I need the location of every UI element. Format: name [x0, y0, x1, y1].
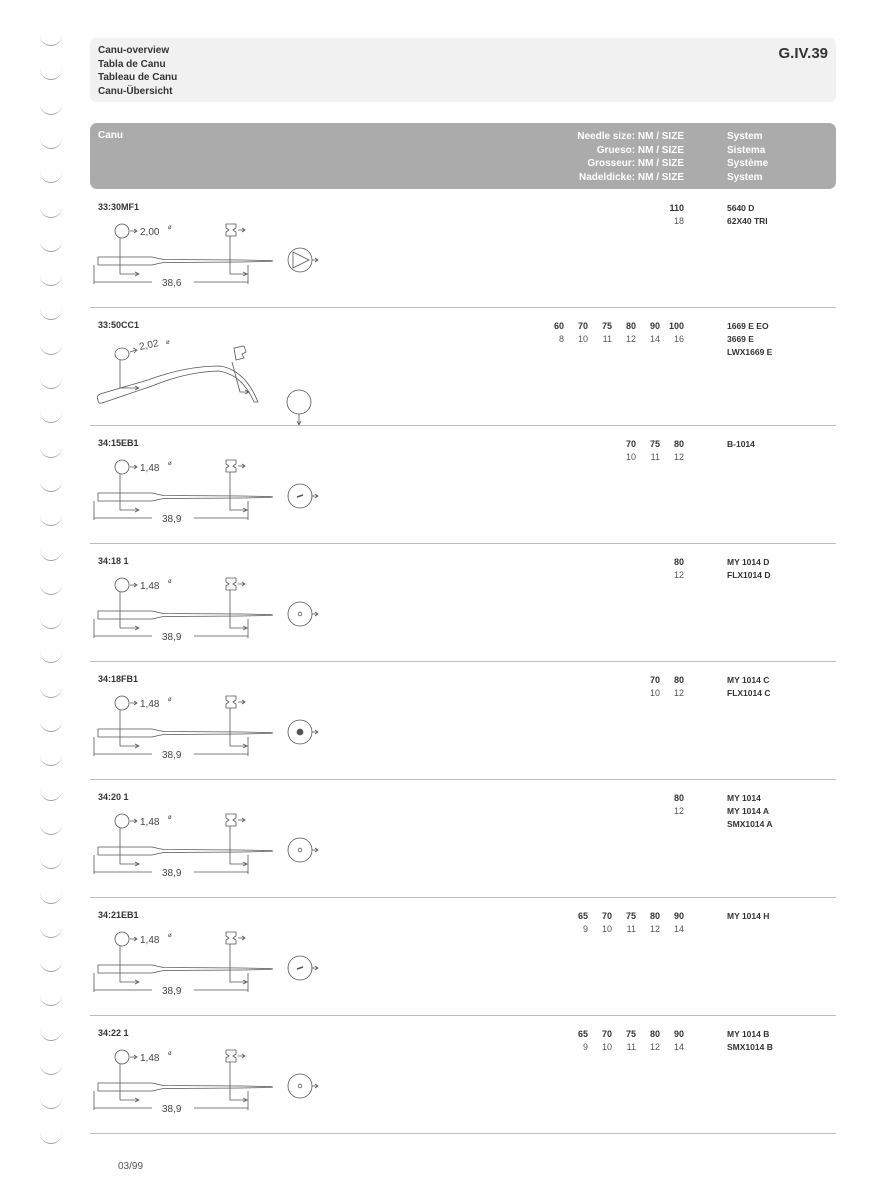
binder-hole	[40, 206, 62, 218]
size-us: 12	[649, 924, 660, 934]
system-code: FLX1014 D	[727, 570, 771, 580]
size-nm: 80	[649, 1029, 660, 1039]
shank-diameter-label: 1,48	[140, 699, 160, 710]
table-row	[90, 308, 836, 426]
canu-name: 34:18 1	[98, 556, 129, 566]
needle-sizes	[660, 792, 684, 818]
size-us: 12	[673, 570, 684, 580]
cross-section-icon	[282, 828, 328, 872]
system-code: MY 1014 D	[727, 557, 770, 567]
binder-hole	[40, 892, 62, 904]
eye-symbol-icon	[226, 1050, 236, 1062]
binder-hole	[40, 617, 62, 629]
table-header	[90, 123, 836, 189]
arrow-icon	[130, 583, 137, 587]
cross-section-icon	[282, 710, 328, 754]
needle-outline	[98, 257, 273, 265]
size-us: 12	[625, 334, 636, 344]
size-us: 14	[673, 1042, 684, 1052]
binder-hole	[40, 446, 62, 458]
size-us: 11	[650, 452, 660, 462]
systems	[727, 556, 770, 582]
section-dot	[298, 848, 302, 852]
needle-drawing	[94, 932, 273, 992]
arrow-icon	[120, 849, 139, 866]
cross-section-icon	[280, 386, 326, 430]
footer-date: 03/99	[118, 1161, 144, 1172]
size-us: 11	[626, 1042, 636, 1052]
binder-hole	[40, 994, 62, 1006]
shank-diameter-circle	[115, 1050, 129, 1064]
system-code: MY 1014 B	[727, 1029, 770, 1039]
arrow-icon	[130, 1055, 137, 1059]
diameter-unit-icon: ø	[168, 461, 172, 467]
shank-diameter-circle	[115, 814, 129, 828]
arrow-icon	[238, 936, 245, 940]
binder-hole	[40, 1097, 62, 1109]
table-row	[90, 190, 836, 308]
arrow-icon	[130, 701, 137, 705]
eye-symbol-icon	[226, 814, 236, 826]
diameter-unit-icon: ø	[168, 697, 172, 703]
page-code: G.IV.39	[778, 45, 828, 62]
arrow-icon	[230, 849, 247, 866]
system-code: 3669 E	[727, 334, 754, 344]
shank-diameter-circle	[115, 460, 129, 474]
system-code: B-1014	[727, 439, 755, 449]
needle-length-label: 38,9	[162, 1104, 182, 1115]
needle-outline	[98, 965, 273, 973]
needle-sizes	[660, 202, 684, 228]
binder-hole	[40, 240, 62, 252]
arrow-icon	[238, 700, 245, 704]
diameter-unit-icon: ø	[168, 225, 172, 231]
size-nm: 80	[649, 911, 660, 921]
diameter-unit-icon: ø	[168, 933, 172, 939]
system-code: 1669 E EO	[727, 321, 769, 331]
size-nm: 90	[649, 321, 660, 331]
size-nm: 70	[577, 321, 588, 331]
section-dot	[297, 729, 303, 735]
needle-length-label: 38,9	[162, 750, 182, 761]
title-line-de: Canu-Übersicht	[98, 85, 173, 97]
canu-name: 34:22 1	[98, 1028, 129, 1038]
needle-outline	[98, 611, 273, 619]
size-us: 10	[601, 924, 612, 934]
needle-sizes	[564, 1028, 684, 1054]
canu-name: 34:21EB1	[98, 910, 139, 920]
arrow-icon	[312, 612, 318, 616]
arrow-icon	[238, 818, 245, 822]
table-row	[90, 662, 836, 780]
arrow-icon	[312, 1084, 318, 1088]
round-point-section-icon	[288, 838, 318, 862]
needle-sizes	[564, 910, 684, 936]
document-title	[98, 44, 177, 98]
size-nm: 75	[649, 439, 660, 449]
arrow-icon	[120, 613, 139, 630]
system-code: SMX1014 A	[727, 819, 773, 829]
binder-hole	[40, 343, 62, 355]
system-code: 5640 D	[727, 203, 755, 213]
eye-symbol-icon	[234, 346, 246, 360]
system-code: FLX1014 C	[727, 688, 771, 698]
size-us: 9	[582, 1042, 588, 1052]
size-us: 11	[626, 924, 636, 934]
size-us: 9	[582, 924, 588, 934]
binder-hole	[40, 823, 62, 835]
table-row	[90, 898, 836, 1016]
ball-point-section-icon	[288, 720, 318, 744]
eye-symbol-icon	[226, 460, 236, 472]
arrow-icon	[312, 258, 318, 262]
binder-hole	[40, 789, 62, 801]
needle-drawing	[94, 460, 273, 520]
arrow-icon	[130, 465, 137, 469]
canu-name: 33:30MF1	[98, 202, 140, 212]
diameter-unit-icon: ø	[166, 340, 170, 346]
size-us: 10	[601, 1042, 612, 1052]
size-us: 8	[558, 334, 564, 344]
eye-symbol-icon	[226, 696, 236, 708]
header-system-en: System	[727, 131, 763, 142]
round-point-section-icon	[288, 1074, 318, 1098]
header-system	[727, 130, 768, 184]
eye-symbol-icon	[226, 578, 236, 590]
arrow-icon	[312, 494, 318, 498]
size-us: 12	[673, 806, 684, 816]
arrow-icon	[120, 731, 139, 748]
system-code: MY 1014 A	[727, 806, 770, 816]
size-nm: 65	[577, 911, 588, 921]
shank-diameter-circle	[115, 578, 129, 592]
size-nm: 65	[577, 1029, 588, 1039]
binder-hole	[40, 651, 62, 663]
table-row	[90, 544, 836, 662]
diameter-unit-icon: ø	[168, 579, 172, 585]
needle-outline	[97, 366, 258, 403]
systems	[727, 202, 768, 228]
size-nm: 90	[673, 1029, 684, 1039]
size-us: 12	[673, 688, 684, 698]
arrow-icon	[238, 1054, 245, 1058]
shank-diameter-label: 2,02	[138, 338, 160, 353]
size-us: 10	[577, 334, 588, 344]
header-size-de: Nadeldicke: NM / SIZE	[578, 171, 684, 183]
arrow-icon	[130, 348, 137, 353]
systems	[727, 320, 772, 359]
needle-drawing	[97, 346, 258, 403]
size-nm: 75	[625, 1029, 636, 1039]
binder-hole	[40, 1029, 62, 1041]
size-nm: 80	[673, 439, 684, 449]
title-box	[90, 38, 836, 102]
needle-length-label: 38,9	[162, 632, 182, 643]
arrow-icon	[297, 414, 301, 425]
size-nm: 80	[673, 793, 684, 803]
size-us: 10	[649, 688, 660, 698]
round-point-section-icon	[288, 602, 318, 626]
cross-section-icon	[282, 592, 328, 636]
arrow-icon	[120, 495, 139, 512]
arrow-icon	[312, 966, 318, 970]
size-nm: 90	[673, 911, 684, 921]
needle-length-label: 38,9	[162, 986, 182, 997]
size-us: 14	[673, 924, 684, 934]
table-row	[90, 780, 836, 898]
system-code: 62X40 TRI	[727, 216, 768, 226]
size-nm: 80	[673, 675, 684, 685]
size-nm: 100	[668, 321, 684, 331]
header-system-de: System	[727, 171, 763, 183]
arrow-icon	[312, 848, 318, 852]
system-code: LWX1669 E	[727, 347, 773, 357]
arrow-icon	[130, 937, 137, 941]
round-section-icon	[287, 390, 311, 425]
section-circle	[288, 602, 312, 626]
system-code: MY 1014 H	[727, 911, 770, 921]
needle-drawing	[94, 578, 273, 638]
shank-diameter-circle	[115, 932, 129, 946]
table-row	[90, 426, 836, 544]
diameter-unit-icon: ø	[168, 815, 172, 821]
binder-hole	[40, 137, 62, 149]
eye-symbol-icon	[226, 224, 236, 236]
size-nm: 60	[553, 321, 564, 331]
section-cut	[297, 967, 303, 969]
systems	[727, 910, 769, 923]
needle-length-label: 38,9	[162, 514, 182, 525]
needle-outline	[98, 847, 273, 855]
system-code: SMX1014 B	[727, 1042, 773, 1052]
arrow-icon	[238, 464, 245, 468]
diameter-unit-icon: ø	[168, 1051, 172, 1057]
header-size-en: Needle size: NM / SIZE	[577, 131, 684, 142]
size-nm: 70	[601, 911, 612, 921]
size-us: 14	[649, 334, 660, 344]
size-us: 10	[625, 452, 636, 462]
arrow-icon	[312, 730, 318, 734]
needle-drawing	[94, 814, 273, 874]
title-line-es: Tabla de Canu	[98, 58, 166, 70]
arrow-icon	[120, 259, 139, 276]
canu-name: 34:15EB1	[98, 438, 139, 448]
section-circle	[287, 390, 311, 414]
arrow-icon	[120, 967, 139, 984]
needle-length-label: 38,6	[162, 278, 182, 289]
section-circle	[288, 1074, 312, 1098]
size-us: 12	[673, 452, 684, 462]
twisted-point-section-icon	[288, 956, 318, 980]
arrow-icon	[238, 582, 245, 586]
size-us: 16	[673, 334, 684, 344]
systems	[727, 1028, 773, 1054]
size-nm: 110	[669, 203, 684, 213]
needle-outline	[98, 1083, 273, 1091]
binder-hole	[40, 480, 62, 492]
binder-hole	[40, 720, 62, 732]
size-us: 18	[673, 216, 684, 226]
cross-section-icon	[282, 946, 328, 990]
size-nm: 80	[625, 321, 636, 331]
size-nm: 80	[673, 557, 684, 567]
arrow-icon	[230, 259, 247, 276]
binder-hole	[40, 411, 62, 423]
binder-hole	[40, 960, 62, 972]
size-nm: 70	[601, 1029, 612, 1039]
section-cut	[297, 495, 303, 497]
arrow-icon	[238, 228, 245, 232]
needle-outline	[98, 493, 273, 501]
system-code: MY 1014 C	[727, 675, 770, 685]
eye-symbol-icon	[226, 932, 236, 944]
canu-name: 34:20 1	[98, 792, 129, 802]
arrow-icon	[230, 967, 247, 984]
binder-hole	[40, 857, 62, 869]
binder-hole	[40, 377, 62, 389]
canu-name: 34:18FB1	[98, 674, 139, 684]
arrow-icon	[230, 1085, 247, 1102]
header-system-fr: Système	[727, 158, 769, 169]
section-dot	[298, 612, 302, 616]
shank-diameter-circle	[115, 348, 129, 360]
needle-sizes	[660, 556, 684, 582]
title-line-fr: Tableau de Canu	[98, 72, 178, 83]
shank-diameter-label: 1,48	[140, 1053, 160, 1064]
table-row	[90, 1016, 836, 1134]
needle-length-label: 38,9	[162, 868, 182, 879]
shank-diameter-label: 1,48	[140, 463, 160, 474]
needle-outline	[98, 729, 273, 737]
size-nm: 75	[601, 321, 612, 331]
binder-hole	[40, 308, 62, 320]
size-nm: 75	[625, 911, 636, 921]
triangle-section-icon	[288, 248, 318, 272]
section-dot	[298, 1084, 302, 1088]
shank-diameter-label: 1,48	[140, 581, 160, 592]
needle-drawing	[94, 1050, 273, 1110]
arrow-icon	[120, 1085, 139, 1102]
binder-hole	[40, 103, 62, 115]
shank-diameter-circle	[115, 224, 129, 238]
binder-hole	[40, 754, 62, 766]
size-us: 12	[649, 1042, 660, 1052]
shank-diameter-label: 1,48	[140, 935, 160, 946]
size-us: 11	[602, 334, 612, 344]
size-nm: 70	[649, 675, 660, 685]
arrow-icon	[130, 819, 137, 823]
canu-name: 33:50CC1	[98, 320, 140, 330]
needle-sizes	[612, 438, 684, 464]
size-nm: 70	[625, 439, 636, 449]
shank-diameter-label: 2,00	[140, 227, 160, 238]
section-circle	[288, 838, 312, 862]
system-code: MY 1014	[727, 793, 761, 803]
systems	[727, 792, 773, 831]
binder-hole	[40, 583, 62, 595]
binder-hole	[40, 1063, 62, 1075]
binder-hole	[40, 926, 62, 938]
twisted-point-section-icon	[288, 484, 318, 508]
title-line-en: Canu-overview	[98, 45, 170, 56]
binder-hole	[40, 1132, 62, 1144]
arrow-icon	[230, 731, 247, 748]
cross-section-icon	[282, 238, 328, 282]
binder-hole	[40, 686, 62, 698]
binder-holes	[0, 0, 70, 1200]
arrow-icon	[230, 495, 247, 512]
header-size-es: Grueso: NM / SIZE	[596, 144, 684, 156]
needle-drawing	[94, 696, 273, 756]
systems	[727, 674, 770, 700]
header-system-es: Sistema	[727, 144, 766, 156]
binder-hole	[40, 274, 62, 286]
binder-hole	[40, 171, 62, 183]
systems	[727, 438, 755, 451]
needle-sizes	[540, 320, 684, 346]
arrow-icon	[130, 229, 137, 233]
arrow-icon	[232, 362, 249, 394]
binder-hole	[40, 34, 62, 46]
cross-section-icon	[282, 1064, 328, 1108]
header-canu: Canu	[98, 130, 123, 141]
header-size-fr: Grosseur: NM / SIZE	[587, 158, 684, 169]
binder-hole	[40, 514, 62, 526]
arrow-icon	[230, 613, 247, 630]
needle-sizes	[636, 674, 684, 700]
binder-hole	[40, 549, 62, 561]
header-needle-size	[577, 130, 684, 184]
needle-drawing	[94, 224, 273, 284]
shank-diameter-label: 1,48	[140, 817, 160, 828]
section-triangle	[293, 252, 309, 268]
shank-diameter-circle	[115, 696, 129, 710]
binder-hole	[40, 68, 62, 80]
cross-section-icon	[282, 474, 328, 518]
